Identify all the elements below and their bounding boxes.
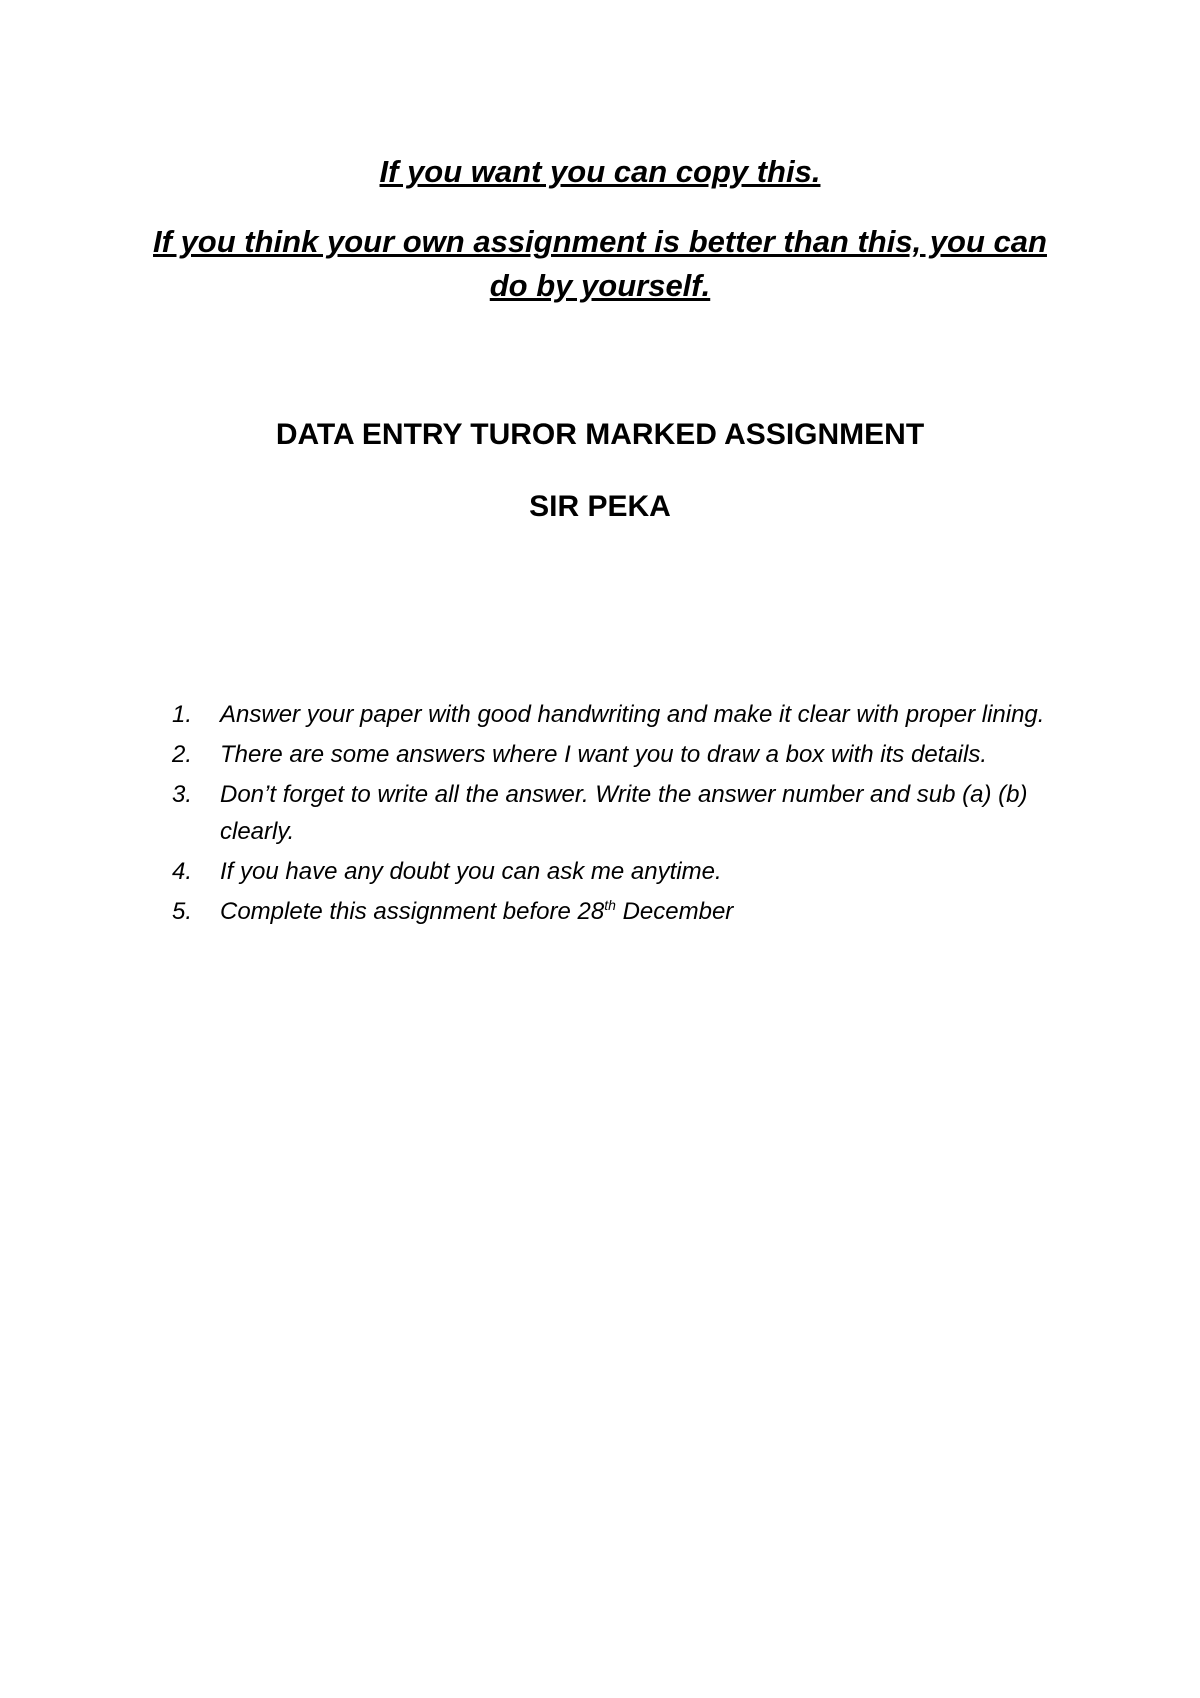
instruction-number: 2.: [172, 741, 193, 768]
self-assignment-notice: If you think your own assignment is better than this, you can do by yourself.: [153, 224, 1047, 303]
copy-notice: If you want you can copy this.: [379, 154, 821, 189]
instruction-text-start: Complete this assignment before 28: [220, 898, 605, 925]
instruction-item: [172, 736, 1072, 773]
assignment-title: DATA ENTRY TUROR MARKED ASSIGNMENT: [275, 418, 925, 451]
instruction-item: [172, 893, 1072, 930]
instruction-item: [172, 696, 1072, 733]
instruction-text: Answer your paper with good handwriting and make it clear with proper lining.: [220, 701, 1045, 728]
assignment-author: SIR PEKA: [529, 490, 671, 523]
instruction-number: 5.: [172, 898, 193, 925]
instruction-number: 1.: [172, 701, 193, 728]
instruction-number: 3.: [172, 781, 193, 808]
ordinal-superscript: th: [604, 897, 616, 913]
instruction-text-end: December: [615, 898, 734, 925]
instruction-list: [172, 696, 1072, 933]
instruction-item: [172, 853, 1072, 890]
instruction-text: There are some answers where I want you to draw a box with its details.: [220, 741, 988, 768]
instruction-number: 4.: [172, 858, 193, 885]
instruction-text: Don’t forget to write all the answer. Write the answer number and sub (a) (b) clearly.: [220, 781, 1028, 845]
instruction-item: [172, 776, 1072, 850]
instruction-text: If you have any doubt you can ask me anytime.: [220, 858, 722, 885]
